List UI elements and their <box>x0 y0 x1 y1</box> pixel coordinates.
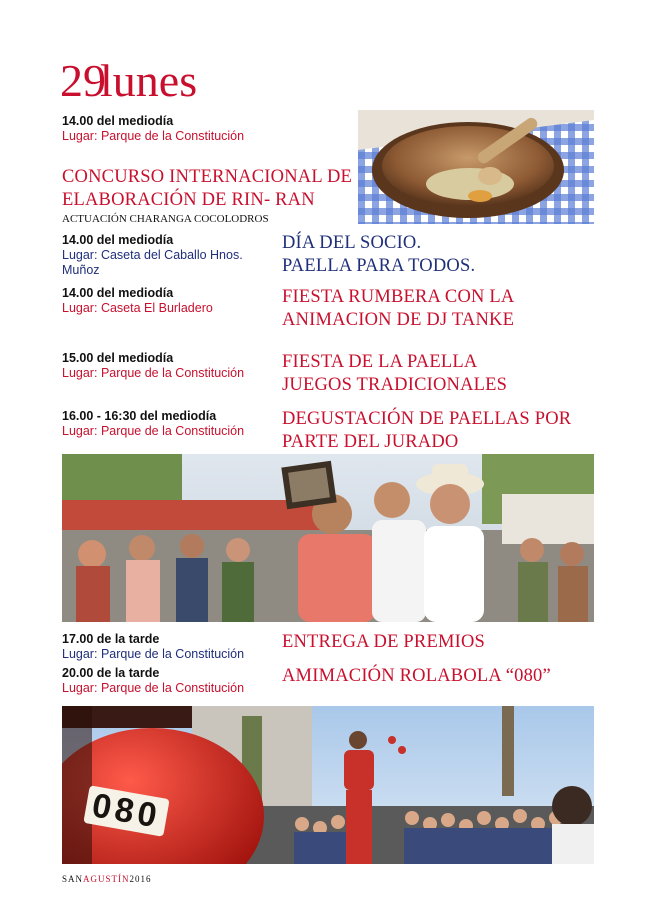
day-number: 29 <box>60 55 106 106</box>
event-subtitle: ACTUACIÓN CHARANGA COCOLODROS <box>62 213 269 225</box>
event-place: Parque de la Constitución <box>100 366 245 380</box>
schedule-item-4 <box>62 351 244 381</box>
page-title <box>60 56 197 106</box>
photo-award-crowd <box>62 454 594 622</box>
place-label: Lugar: <box>62 301 98 315</box>
place-label: Lugar: <box>62 424 98 438</box>
footer-year: 2016 <box>129 874 152 884</box>
event-title-line1: CONCURSO INTERNACIONAL DE <box>62 167 353 187</box>
sign-080: 080 <box>83 785 169 836</box>
place-label: Lugar: <box>62 681 98 695</box>
schedule-item-1 <box>62 166 352 226</box>
event-time: 15.00 del mediodía <box>62 351 174 365</box>
event-title-line2: ELABORACIÓN DE RIN- RAN <box>62 190 315 210</box>
schedule-item-2 <box>62 233 243 278</box>
event-time: 14.00 del mediodía <box>62 286 174 300</box>
event-place: Parque de la Constitución <box>100 647 245 661</box>
event-title-line1: FIESTA DE LA PAELLA <box>282 352 478 372</box>
schedule-item-2-title <box>282 232 475 278</box>
event-place: Parque de la Constitución <box>100 129 245 143</box>
footer-brand <box>62 874 152 884</box>
place-label: Lugar: <box>62 129 98 143</box>
schedule-item-6-title: ENTREGA DE PREMIOS <box>282 632 485 652</box>
event-time: 16.00 - 16:30 del mediodía <box>62 409 217 423</box>
event-time: 17.00 de la tarde <box>62 632 160 646</box>
event-title-line2: PARTE DEL JURADO <box>282 432 459 452</box>
schedule-item-6 <box>62 632 244 662</box>
schedule-item-5 <box>62 409 244 439</box>
photo-mortar-pestle <box>358 110 594 224</box>
event-title-line2: ANIMACION DE DJ TANKE <box>282 310 515 330</box>
event-place-line2: Muñoz <box>62 263 100 277</box>
photo-juggler-show <box>62 706 594 864</box>
event-title-line1: DÍA DEL SOCIO. <box>282 233 422 253</box>
schedule-item-7-title: AMIMACIÓN ROLABOLA “080” <box>282 666 551 686</box>
event-title-line1: FIESTA RUMBERA CON LA <box>282 287 515 307</box>
event-time: 14.00 del mediodía <box>62 233 174 247</box>
schedule-item-3 <box>62 286 213 316</box>
event-place: Parque de la Constitución <box>100 424 245 438</box>
event-place-line1: Caseta del Caballo Hnos. <box>100 248 243 262</box>
day-name: lunes <box>100 55 198 106</box>
event-title-line2: JUEGOS TRADICIONALES <box>282 375 508 395</box>
event-place: Caseta El Burladero <box>100 301 213 315</box>
juggler-illustration <box>62 706 594 864</box>
footer-agustin: AGUSTÍN <box>83 874 130 884</box>
place-label: Lugar: <box>62 647 98 661</box>
schedule-item-4-title <box>282 351 507 397</box>
place-label: Lugar: <box>62 366 98 380</box>
event-title-line1: DEGUSTACIÓN DE PAELLAS POR <box>282 409 572 429</box>
crowd-illustration <box>62 454 594 622</box>
event-time: 20.00 de la tarde <box>62 666 160 680</box>
mortar-illustration <box>358 110 594 224</box>
place-label: Lugar: <box>62 248 98 262</box>
footer-san: SAN <box>62 874 84 884</box>
event-time: 14.00 del mediodía <box>62 114 174 128</box>
event-place: Parque de la Constitución <box>100 681 245 695</box>
event-title-line2: PAELLA PARA TODOS. <box>282 256 476 276</box>
schedule-item-5-title <box>282 408 571 454</box>
schedule-item-3-title <box>282 286 514 332</box>
schedule-item-0 <box>62 114 244 144</box>
schedule-item-7 <box>62 666 244 696</box>
